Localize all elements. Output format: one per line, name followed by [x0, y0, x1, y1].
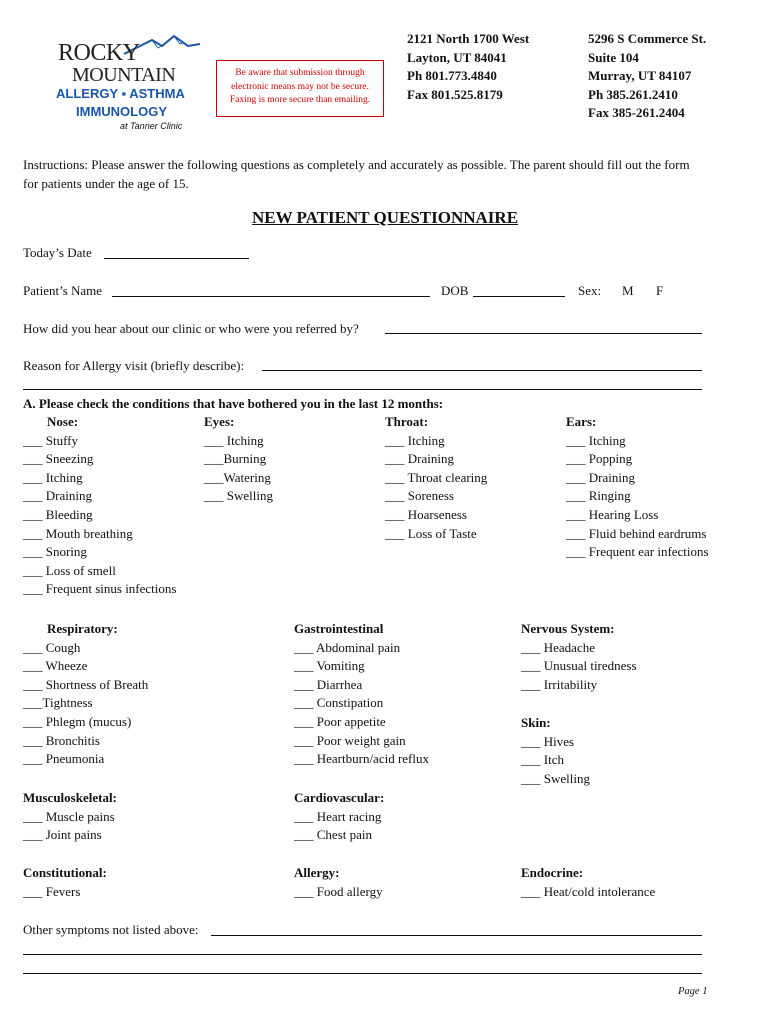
- checkbox-item[interactable]: ___ Loss of smell: [23, 562, 116, 578]
- address-line: Fax 385-261.2404: [588, 105, 685, 121]
- checkbox-item[interactable]: ___ Swelling: [204, 488, 273, 504]
- logo-tanner-clinic: at Tanner Clinic: [120, 121, 183, 131]
- checkbox-item[interactable]: ___ Popping: [566, 451, 633, 467]
- group-nervous-system: [521, 620, 637, 694]
- checkbox-item[interactable]: ___ Abdominal pain: [294, 639, 401, 655]
- instructions-line: Instructions: Please answer the following questions as completely and accurately as possible. The parent should fill out the form: [23, 157, 690, 172]
- sex-label: Sex:: [578, 283, 602, 298]
- group-eyes: [204, 413, 273, 506]
- checkbox-item[interactable]: ___ Poor appetite: [294, 713, 386, 729]
- checkbox-item[interactable]: ___ Unusual tiredness: [521, 658, 637, 674]
- logo-rocky: ROCKY: [58, 40, 140, 66]
- other-symptoms-field[interactable]: [211, 935, 702, 936]
- checkbox-item[interactable]: ___ Pneumonia: [23, 751, 105, 767]
- other-symptoms-field-line3[interactable]: [23, 973, 702, 974]
- group-title: Cardiovascular:: [294, 790, 385, 805]
- group-title: Gastrointestinal: [294, 621, 384, 636]
- instructions-line: for patients under the age of 15.: [23, 175, 189, 191]
- section-a-heading: A. Please check the conditions that have bothered you in the last 12 months:: [23, 396, 444, 411]
- other-symptoms-field-line2[interactable]: [23, 954, 702, 955]
- checkbox-item[interactable]: ___ Heat/cold intolerance: [521, 883, 656, 899]
- checkbox-item[interactable]: ___ Shortness of Breath: [23, 676, 149, 692]
- checkbox-item[interactable]: ___ Muscle pains: [23, 808, 115, 824]
- checkbox-item[interactable]: ___ Phlegm (mucus): [23, 713, 132, 729]
- checkbox-item[interactable]: ___Tightness: [23, 695, 93, 711]
- reason-label: Reason for Allergy visit (briefly describe):: [23, 358, 245, 373]
- address-line: 5296 S Commerce St.: [588, 31, 707, 46]
- reason-field-line2[interactable]: [23, 389, 702, 390]
- group-title: Musculoskeletal:: [23, 790, 117, 805]
- checkbox-item[interactable]: ___ Bleeding: [23, 506, 93, 522]
- group-title: Allergy:: [294, 865, 340, 880]
- address-line: 2121 North 1700 West: [407, 31, 530, 46]
- checkbox-item[interactable]: ___ Cough: [23, 639, 81, 655]
- checkbox-item[interactable]: ___ Diarrhea: [294, 676, 363, 692]
- checkbox-item[interactable]: ___Watering: [204, 469, 271, 485]
- address-line: Suite 104: [588, 49, 639, 65]
- checkbox-item[interactable]: ___ Chest pain: [294, 827, 372, 843]
- address-line: Ph 385.261.2410: [588, 86, 678, 102]
- checkbox-item[interactable]: ___ Fluid behind eardrums: [566, 525, 707, 541]
- address-line: Ph 801.773.4840: [407, 68, 497, 84]
- group-gastrointestinal: [294, 620, 429, 769]
- address-layton: [407, 30, 529, 104]
- checkbox-item[interactable]: ___ Draining: [23, 488, 92, 504]
- checkbox-item[interactable]: ___ Hearing Loss: [566, 506, 659, 522]
- logo-immunology: IMMUNOLOGY: [76, 104, 167, 119]
- sex-option-f[interactable]: F: [656, 283, 664, 298]
- checkbox-item[interactable]: ___Burning: [204, 451, 267, 467]
- checkbox-item[interactable]: ___ Itching: [385, 432, 445, 448]
- security-warning-box: [216, 60, 384, 117]
- checkbox-item[interactable]: ___ Stuffy: [23, 432, 79, 448]
- page-number: Page 1: [678, 986, 708, 997]
- checkbox-item[interactable]: ___ Constipation: [294, 695, 384, 711]
- checkbox-item[interactable]: ___ Ringing: [566, 488, 631, 504]
- checkbox-item[interactable]: ___ Soreness: [385, 488, 454, 504]
- security-warning-text: Be aware that submission through electronic means may not be secure. Faxing is more secure than emailing.: [229, 68, 371, 105]
- group-title: Endocrine:: [521, 865, 584, 880]
- group-constitutional: [23, 864, 107, 901]
- todays-date-field[interactable]: [104, 258, 249, 259]
- group-respiratory: [23, 620, 148, 769]
- checkbox-item[interactable]: ___ Draining: [385, 451, 454, 467]
- checkbox-item[interactable]: ___ Itching: [204, 432, 264, 448]
- checkbox-item[interactable]: ___ Swelling: [521, 770, 590, 786]
- address-line: Fax 801.525.8179: [407, 86, 503, 102]
- referral-label: How did you hear about our clinic or who were you referred by?: [23, 321, 359, 336]
- group-title: Throat:: [385, 414, 429, 429]
- address-murray: [588, 30, 706, 123]
- checkbox-item[interactable]: ___ Frequent sinus infections: [23, 581, 177, 597]
- group-musculoskeletal: [23, 789, 117, 845]
- dob-label: DOB: [441, 283, 469, 298]
- checkbox-item[interactable]: ___ Hives: [521, 733, 575, 749]
- checkbox-item[interactable]: ___ Food allergy: [294, 883, 383, 899]
- sex-option-m[interactable]: M: [622, 283, 634, 298]
- group-title: Nervous System:: [521, 621, 615, 636]
- checkbox-item[interactable]: ___ Draining: [566, 469, 635, 485]
- checkbox-item[interactable]: ___ Irritability: [521, 676, 598, 692]
- group-ears: [566, 413, 709, 562]
- todays-date-label: Today’s Date: [23, 245, 92, 260]
- logo-mountain: MOUNTAIN: [72, 64, 176, 86]
- patient-name-field[interactable]: [112, 296, 430, 297]
- checkbox-item[interactable]: ___ Poor weight gain: [294, 732, 406, 748]
- checkbox-item[interactable]: ___ Bronchitis: [23, 732, 100, 748]
- checkbox-item[interactable]: ___ Heart racing: [294, 808, 382, 824]
- reason-field[interactable]: [262, 370, 702, 371]
- checkbox-item[interactable]: ___ Frequent ear infections: [566, 544, 709, 560]
- group-nose: [23, 413, 176, 599]
- instructions: [23, 156, 690, 193]
- group-skin: [521, 714, 590, 788]
- group-title: Eyes:: [204, 414, 235, 429]
- checkbox-item[interactable]: ___ Headache: [521, 639, 595, 655]
- group-title: Constitutional:: [23, 865, 107, 880]
- group-throat: [385, 413, 487, 543]
- group-title: Ears:: [566, 414, 597, 429]
- group-title: Skin:: [521, 715, 551, 730]
- logo-allergy-asthma: ALLERGY ▪ ASTHMA: [56, 86, 185, 101]
- dob-field[interactable]: [473, 296, 565, 297]
- group-endocrine: [521, 864, 655, 901]
- checkbox-item[interactable]: ___ Throat clearing: [385, 469, 488, 485]
- checkbox-item[interactable]: ___ Hoarseness: [385, 506, 467, 522]
- checkbox-item[interactable]: ___ Itching: [566, 432, 626, 448]
- checkbox-item[interactable]: ___ Loss of Taste: [385, 525, 477, 541]
- group-cardiovascular: [294, 789, 384, 845]
- other-symptoms-label: Other symptoms not listed above:: [23, 922, 199, 937]
- clinic-logo: [52, 34, 202, 134]
- page-title: NEW PATIENT QUESTIONNAIRE: [251, 208, 519, 227]
- checkbox-item[interactable]: ___ Mouth breathing: [23, 525, 133, 541]
- referral-field[interactable]: [385, 333, 702, 334]
- group-allergy: [294, 864, 383, 901]
- checkbox-item[interactable]: ___ Snoring: [23, 544, 87, 560]
- group-title: Respiratory:: [47, 621, 118, 636]
- checkbox-item[interactable]: ___ Vomiting: [294, 658, 365, 674]
- checkbox-item[interactable]: ___ Heartburn/acid reflux: [294, 751, 430, 767]
- address-line: Layton, UT 84041: [407, 49, 507, 65]
- address-line: Murray, UT 84107: [588, 68, 692, 84]
- checkbox-item[interactable]: ___ Wheeze: [23, 658, 88, 674]
- checkbox-item[interactable]: ___ Itching: [23, 469, 83, 485]
- group-title: Nose:: [47, 414, 79, 429]
- patient-name-label: Patient’s Name: [23, 283, 103, 298]
- checkbox-item[interactable]: ___ Fevers: [23, 883, 81, 899]
- checkbox-item[interactable]: ___ Joint pains: [23, 827, 102, 843]
- checkbox-item[interactable]: ___ Itch: [521, 752, 564, 768]
- checkbox-item[interactable]: ___ Sneezing: [23, 451, 94, 467]
